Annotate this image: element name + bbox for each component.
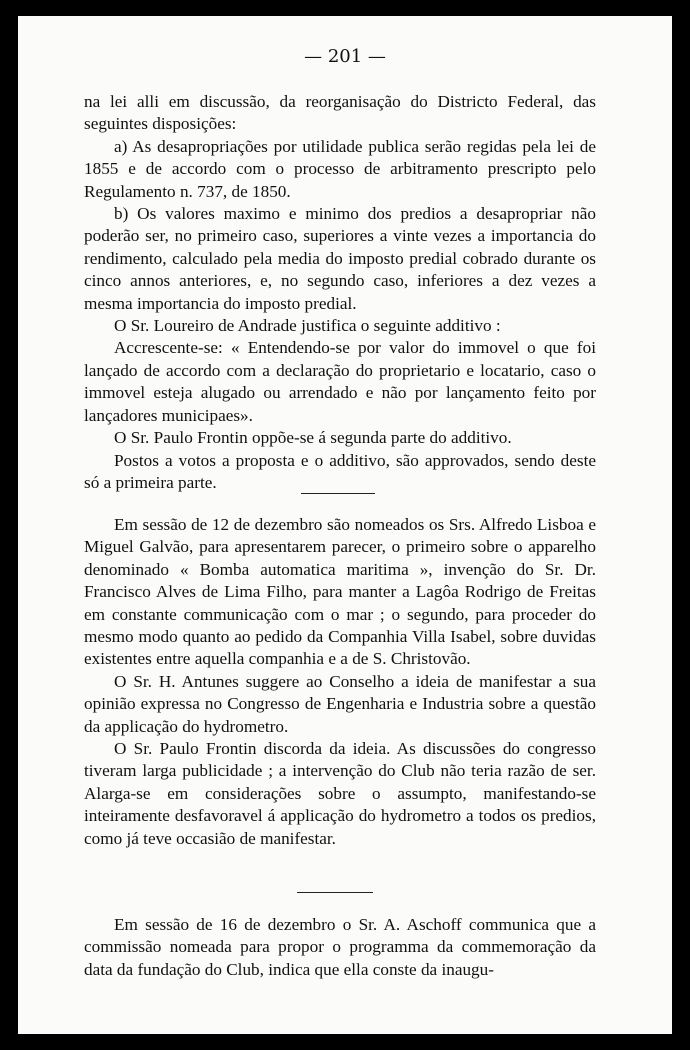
paragraph: O Sr. Paulo Frontin discorda da ideia. As discussões do congresso tiveram larga publicidade ; a intervenção do Club não teria razão de ser. Alarga-se em considerações sobre o assumpto, manifestando-se inteiramente desfavoravel á applicação do hydrometro a todos os predios, como já teve occasião de manifestar. <box>84 739 596 848</box>
paragraph: O Sr. Loureiro de Andrade justifica o seguinte additivo : <box>114 316 501 336</box>
paragraph: a) As desapropriações por utilidade publica serão regidas pela lei de 1855 e de accordo com o processo de arbitramento prescripto pelo Regulamento n. 737, de 1850. <box>84 136 596 201</box>
paragraph: Accrescente-se: « Entendendo-se por valor do immovel o que foi lançado de accordo com a declaração do proprietario e locatario, caso o immovel esteja alugado ou arrendado e não por lançamento feito por lançadores municipaes». <box>84 338 596 425</box>
text-block-2 <box>84 514 596 850</box>
paragraph: b) Os valores maximo e minimo dos predios a desapropriar não poderão ser, no primeiro caso, superiores a vinte vezes a importancia do rendimento, calculado pela media do imposto predial cobrado durante os cinco annos anteriores, e, no segundo caso, inferiores a dez vezes a mesma importancia do imposto predial. <box>84 204 596 313</box>
paragraph: Postos a votos a proposta e o additivo, são approvados, sendo deste só a primeira parte. <box>84 450 596 492</box>
page-number: — 201 — <box>304 46 386 67</box>
paragraph: Em sessão de 12 de dezembro são nomeados os Srs. Alfredo Lisboa e Miguel Galvão, para apresentarem parecer, o primeiro sobre o apparelho denominado « Bomba automatica maritima », invenção do Sr. Dr. Francisco Alves de Lima Filho, para manter a Lagôa Rodrigo de Freitas em constante communicação com o mar ; o segundo, para proceder do mesmo modo quanto ao pedido da Companhia Villa Isabel, sobre duvidas existentes entre aquella companhia e a de S. Christovão. <box>84 515 596 669</box>
paragraph: O Sr. H. Antunes suggere ao Conselho a ideia de manifestar a sua opinião expressa no Congresso de Engenharia e Industria sobre a questão da applicação do hydrometro. <box>84 671 596 736</box>
paragraph: na lei alli em discussão, da reorganisação do Districto Federal, das seguintes disposições: <box>84 92 596 134</box>
text-block-1 <box>84 91 596 494</box>
paragraph: Em sessão de 16 de dezembro o Sr. A. Aschoff communica que a commissão nomeada para propor o programma da commemoração da data da fundação do Club, indica que ella conste da inaugu- <box>84 915 596 979</box>
section-divider <box>297 892 373 893</box>
paragraph: O Sr. Paulo Frontin oppõe-se á segunda parte do additivo. <box>114 428 512 448</box>
section-divider <box>301 493 375 494</box>
text-block-3 <box>84 914 596 981</box>
book-page <box>18 16 672 1034</box>
